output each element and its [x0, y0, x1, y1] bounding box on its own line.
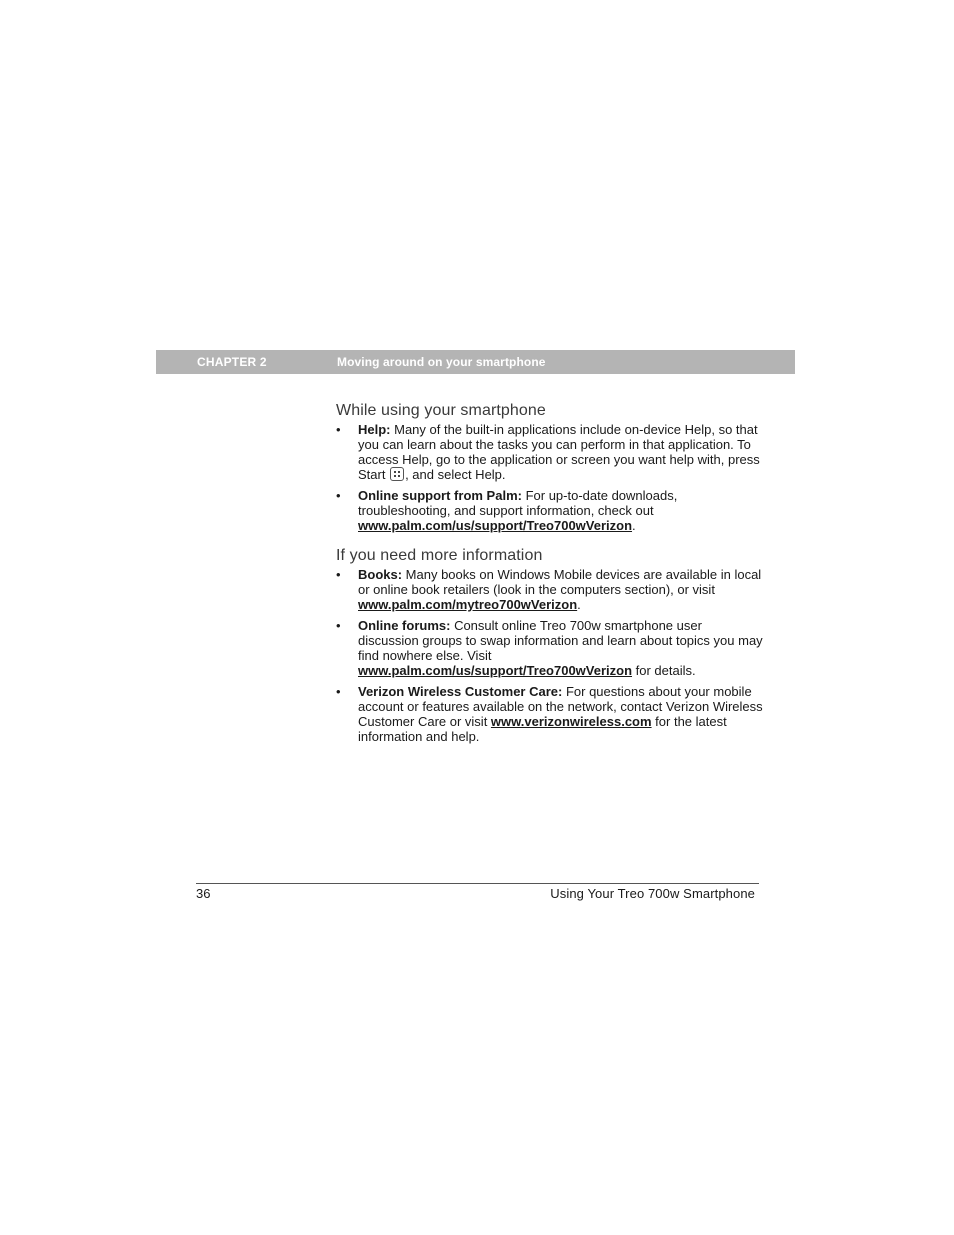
item-term: Help:: [358, 422, 391, 437]
support-link[interactable]: www.palm.com/us/support/Treo700wVerizon: [358, 518, 633, 533]
forums-link[interactable]: www.palm.com/us/support/Treo700wVerizon: [358, 663, 633, 678]
section-heading-more-info: If you need more information: [336, 547, 543, 564]
list-item-online-support: [336, 488, 766, 533]
bullet-list: [336, 567, 766, 744]
books-link[interactable]: www.palm.com/mytreo700wVerizon: [358, 597, 578, 612]
list-item-online-forums: [336, 618, 766, 678]
item-text: For up-to-date downloads, troubleshooting, and support information, check out: [358, 488, 678, 518]
item-term: Online support from Palm:: [358, 488, 522, 503]
item-text: , and select Help.: [405, 467, 506, 482]
bullet: •: [336, 422, 341, 437]
item-text: for details.: [632, 663, 696, 678]
item-text: .: [577, 597, 581, 612]
page-number: 36: [196, 886, 211, 901]
chapter-title: Moving around on your smartphone: [337, 355, 546, 369]
bullet: •: [336, 684, 341, 699]
list-item-books: [336, 567, 766, 612]
chapter-header-bar: [156, 350, 795, 374]
list-item-help: [336, 422, 766, 482]
verizon-link[interactable]: www.verizonwireless.com: [490, 714, 652, 729]
bullet: •: [336, 618, 341, 633]
item-text: Many of the built-in applications include on-device Help, so that you can learn about the tasks you can perform in that application. To access Help, go to the application or screen you want help with, press Start: [358, 422, 760, 482]
item-text: Many books on Windows Mobile devices are available in local or online book retailers (look in the computers section), or visit: [358, 567, 762, 597]
footer-divider: [196, 883, 759, 884]
item-term: Verizon Wireless Customer Care:: [358, 684, 563, 699]
section-heading-while-using: While using your smartphone: [336, 402, 546, 419]
bullet: •: [336, 488, 341, 503]
footer-title: Using Your Treo 700w Smartphone: [550, 886, 755, 901]
item-text: Consult online Treo 700w smartphone user discussion groups to swap information and learn about topics you may find nowhere else. Visit: [358, 618, 763, 663]
item-term: Books:: [358, 567, 403, 582]
item-text: For questions about your mobile account or features available on the network, contact Verizon Wireless Customer Care or visit: [358, 684, 763, 729]
item-term: Online forums:: [358, 618, 451, 633]
bullet-list: [336, 422, 766, 533]
item-text: .: [632, 518, 636, 533]
bullet: •: [336, 567, 341, 582]
start-icon: [390, 467, 404, 481]
item-text: for the latest information and help.: [358, 714, 727, 744]
main-content: [336, 401, 766, 750]
chapter-label: CHAPTER 2: [197, 355, 267, 369]
list-item-customer-care: [336, 684, 766, 744]
